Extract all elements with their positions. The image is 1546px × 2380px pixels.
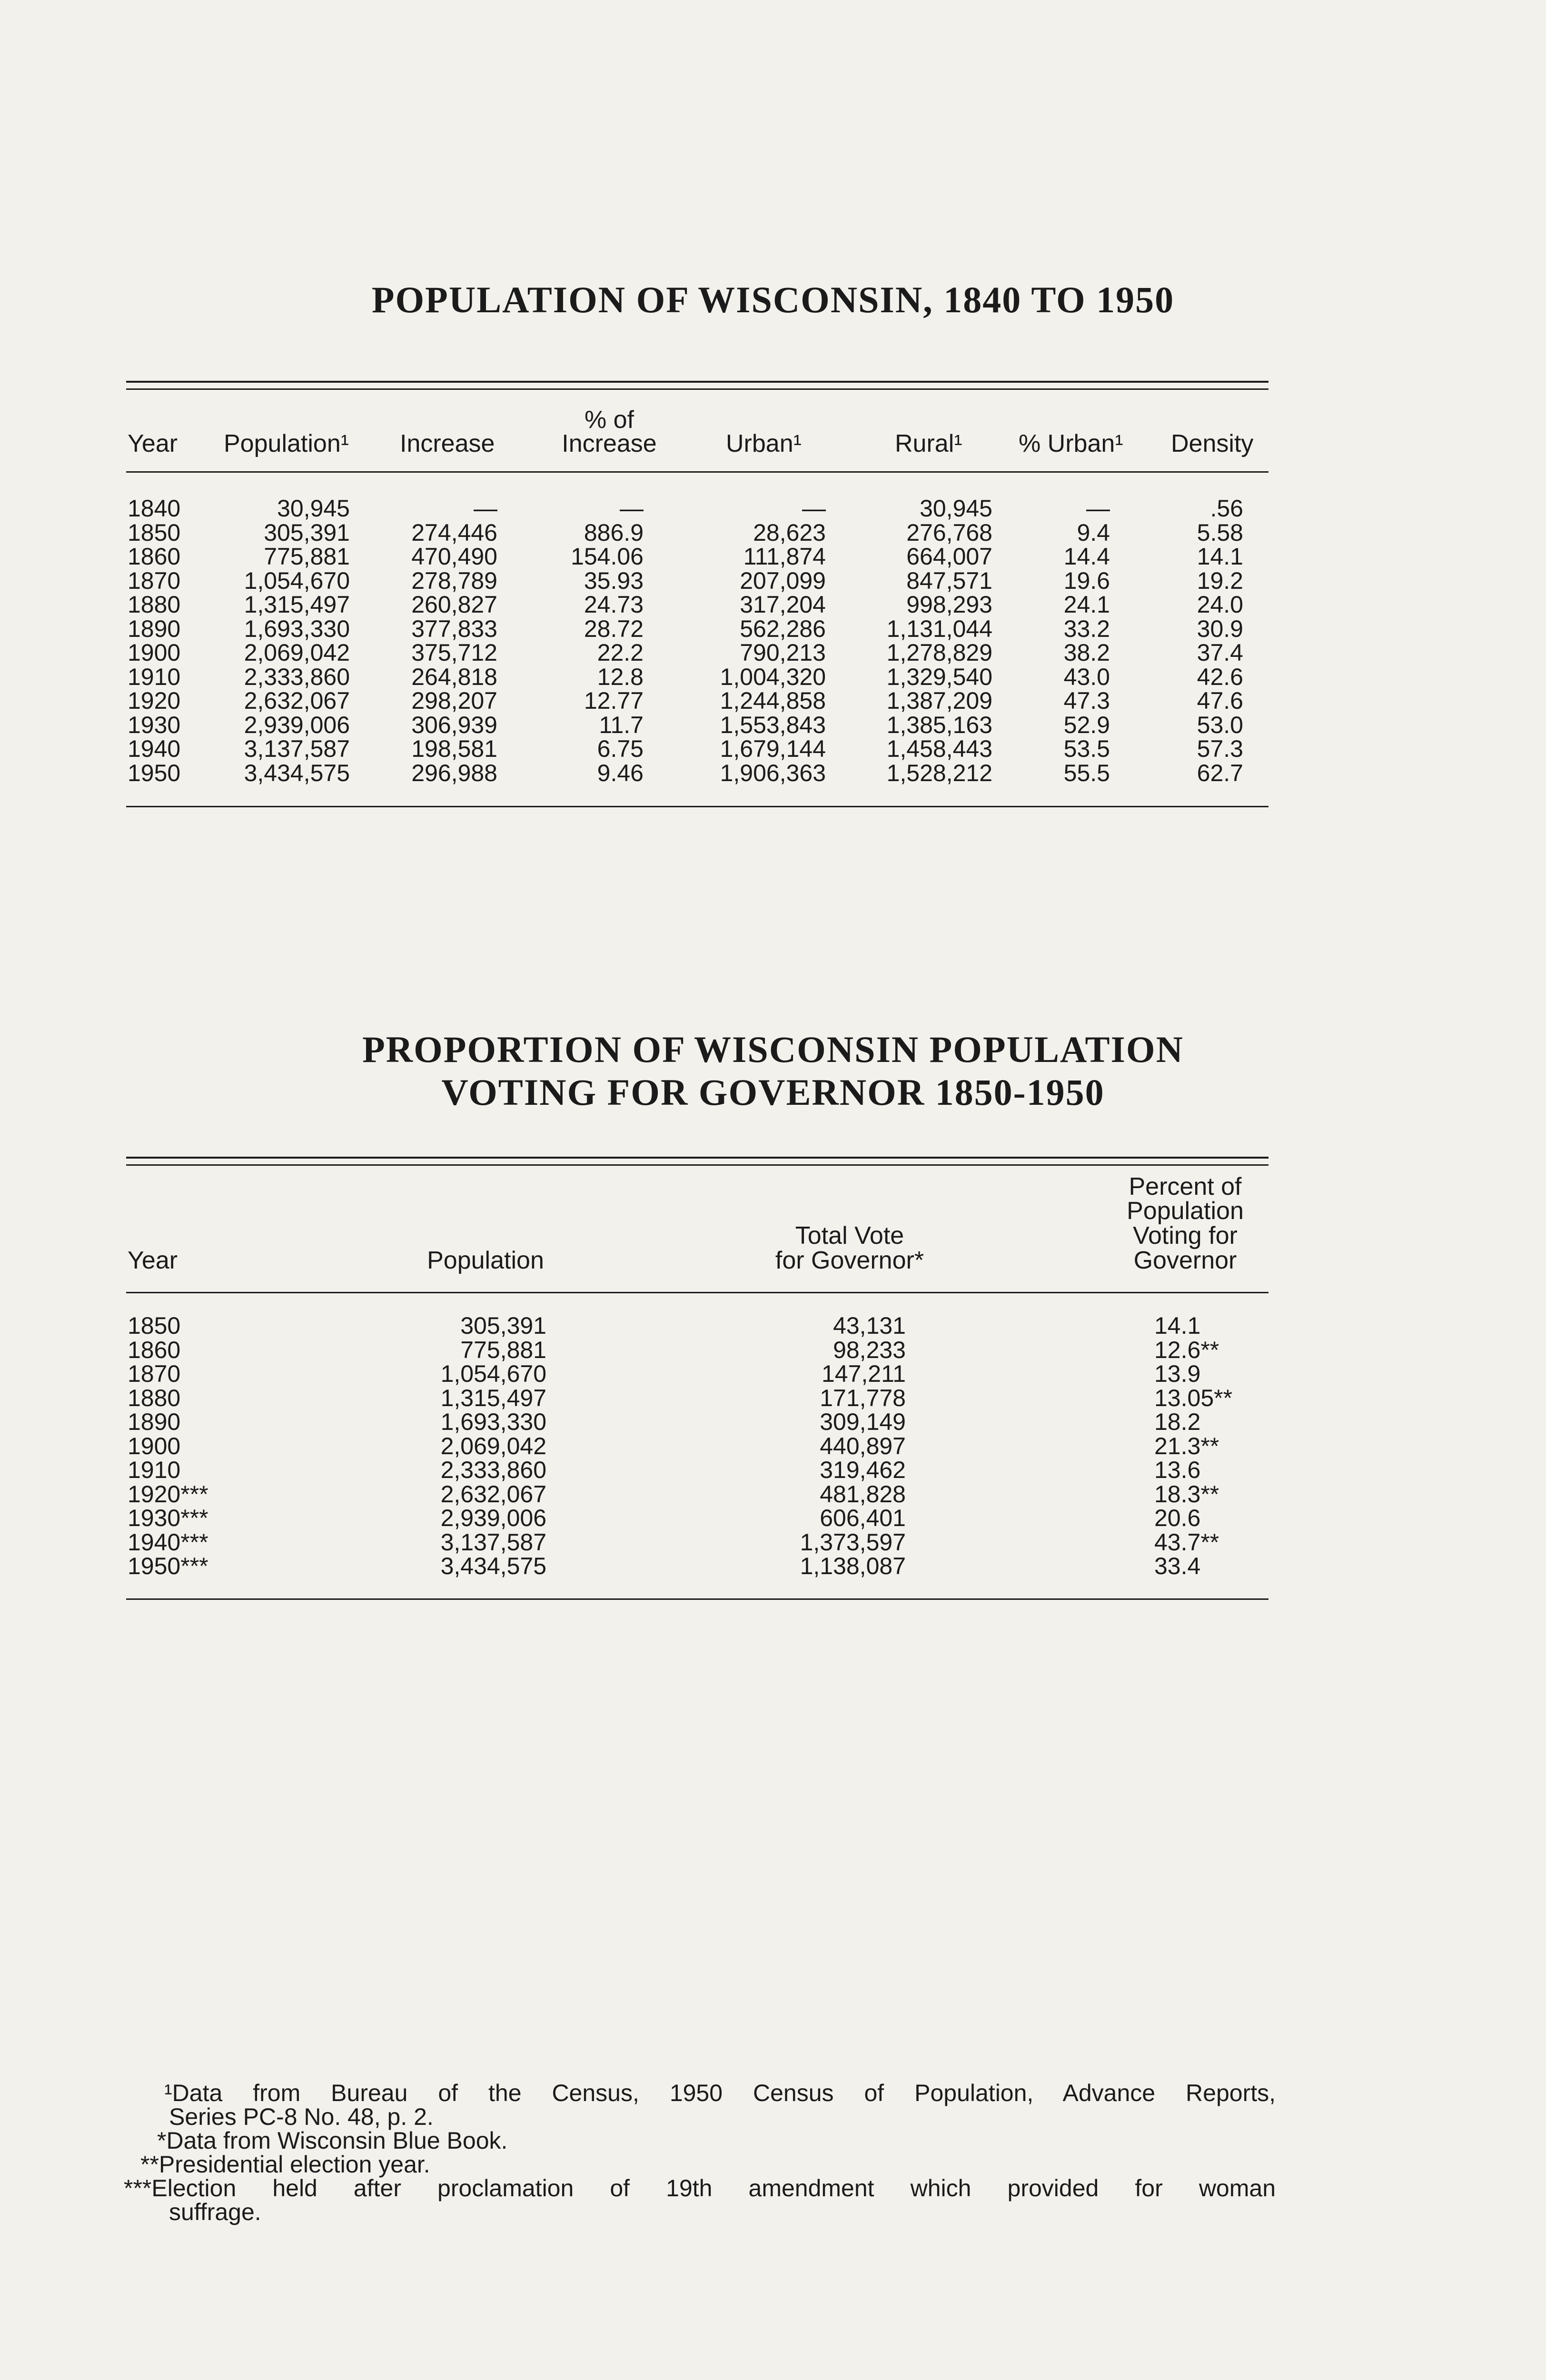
t2-cell-total-vote: 606,401 [820,1505,906,1531]
t2-cell-year: 1930*** [128,1505,208,1531]
t2-cell-year: 1870 [128,1360,181,1387]
t1-cell-population: 305,391 [264,519,350,546]
footnote-1-line1: ¹Data from Bureau of the Census, 1950 Census of Population, Advance Reports, [164,2080,1276,2106]
t1-cell-population: 2,069,042 [244,639,350,666]
t1-cell-year: 1920 [128,687,181,714]
t2-cell-total-vote: 147,211 [821,1360,906,1387]
t1-cell-density: 47.6 [1197,687,1243,714]
t1-cell-density: 19.2 [1197,567,1243,594]
t1-cell-increase: 296,988 [411,759,497,786]
t1-cell-urban: 1,553,843 [720,711,826,738]
t1-cell-urban: 1,004,320 [720,663,826,690]
t1-cell-urban: 28,623 [753,519,826,546]
t1-cell-population: 3,434,575 [244,759,350,786]
t1-cell-increase: 264,818 [411,663,497,690]
t2-header-vote-line2: for Governor* [775,1247,924,1274]
t1-cell-pct-urban: 43.0 [1063,663,1110,690]
t1-cell-pct-urban: 14.4 [1063,543,1110,570]
table1-header-rule [126,471,1269,473]
t2-cell-percent: 18.2 [1154,1408,1201,1435]
t2-header-year: Year [128,1247,178,1274]
footnote-4-line1: ***Election held after proclamation of 19th amendment which provided for woman [124,2175,1276,2202]
t1-cell-rural: 998,293 [906,591,992,618]
t2-cell-year: 1890 [128,1408,181,1435]
t2-cell-total-vote: 1,373,597 [800,1528,906,1556]
footnote-3: **Presidential election year. [140,2151,430,2178]
t2-cell-population: 2,632,067 [440,1480,546,1507]
t1-cell-pct-urban: 38.2 [1063,639,1110,666]
t1-cell-increase: 375,712 [411,639,497,666]
t2-cell-total-vote: 43,131 [833,1312,906,1339]
t2-header-pct-line2: Population [1127,1197,1244,1225]
t2-cell-year: 1850 [128,1312,181,1339]
table1-top-rule-1 [126,381,1269,383]
t1-cell-pct-increase: 35.93 [584,567,644,594]
t1-cell-increase: 377,833 [411,615,497,642]
t1-cell-pct-urban: 33.2 [1063,615,1110,642]
t1-cell-population: 1,693,330 [244,615,350,642]
t1-cell-rural: 847,571 [906,567,992,594]
t1-cell-increase: 278,789 [411,567,497,594]
t1-cell-pct-increase: 154.06 [571,543,644,570]
t1-cell-pct-increase: — [620,495,644,522]
t2-cell-percent: 13.6 [1154,1457,1201,1483]
t2-cell-percent: 14.1 [1154,1312,1201,1339]
table2-top-rule-1 [126,1157,1269,1159]
t1-cell-density: 5.58 [1197,519,1243,546]
t2-cell-year: 1940*** [128,1528,208,1556]
t2-header-pct-line3: Voting for [1133,1222,1238,1250]
t2-cell-population: 3,137,587 [440,1528,546,1556]
t1-cell-pct-urban: 53.5 [1063,735,1110,762]
t1-cell-year: 1930 [128,711,181,738]
t1-cell-pct-urban: 52.9 [1063,711,1110,738]
t1-cell-year: 1850 [128,519,181,546]
t1-cell-increase: 470,490 [411,543,497,570]
t2-cell-population: 3,434,575 [440,1553,546,1579]
t2-cell-percent: 12.6** [1154,1336,1219,1363]
t1-header-year: Year [128,430,178,457]
t1-cell-rural: 1,458,443 [886,735,992,762]
t1-cell-year: 1870 [128,567,181,594]
t2-cell-total-vote: 319,462 [820,1457,906,1483]
t1-cell-density: 62.7 [1197,759,1243,786]
table1-title: POPULATION OF WISCONSIN, 1840 TO 1950 [371,279,1175,320]
t2-cell-percent: 13.05** [1154,1384,1233,1411]
t2-header-pct-line4: Governor [1133,1247,1237,1274]
footnote-2: *Data from Wisconsin Blue Book. [157,2127,508,2154]
t1-cell-pct-urban: 9.4 [1077,519,1110,546]
t1-cell-pct-urban: 19.6 [1063,567,1110,594]
table2-title-line2: VOTING FOR GOVERNOR 1850-1950 [441,1071,1105,1113]
t1-cell-pct-increase: 24.73 [584,591,644,618]
t2-header-pct-line1: Percent of [1129,1173,1242,1200]
table2-header-rule [126,1292,1269,1293]
table1-top-rule-2 [126,388,1269,390]
footnote-1-line2: Series PC-8 No. 48, p. 2. [169,2103,434,2130]
t1-cell-year: 1910 [128,663,181,690]
t1-cell-year: 1900 [128,639,181,666]
t1-cell-pct-increase: 28.72 [584,615,644,642]
t1-cell-rural: 1,528,212 [886,759,992,786]
t1-cell-rural: 1,329,540 [886,663,992,690]
t1-cell-urban: 207,099 [740,567,826,594]
t1-cell-rural: 1,278,829 [886,639,992,666]
t1-cell-pct-increase: 886.9 [584,519,644,546]
t2-cell-percent: 18.3** [1154,1480,1219,1507]
t1-cell-density: 14.1 [1197,543,1243,570]
t1-cell-year: 1950 [128,759,181,786]
t1-cell-population: 30,945 [277,495,350,522]
t2-cell-year: 1900 [128,1432,181,1459]
t1-cell-pct-increase: 22.2 [597,639,644,666]
t1-cell-pct-urban: — [1086,495,1110,522]
t1-cell-population: 2,632,067 [244,687,350,714]
t1-cell-population: 2,333,860 [244,663,350,690]
t1-cell-year: 1860 [128,543,181,570]
t1-cell-rural: 1,131,044 [886,615,992,642]
t1-cell-urban: 1,244,858 [720,687,826,714]
t1-cell-pct-urban: 55.5 [1063,759,1110,786]
t1-cell-year: 1890 [128,615,181,642]
t1-cell-density: 24.0 [1197,591,1243,618]
t1-cell-urban: 1,679,144 [720,735,826,762]
t1-header-increase: Increase [400,430,495,457]
t2-cell-population: 1,054,670 [440,1360,546,1387]
footnotes [124,2081,1276,2224]
table2-bottom-rule [126,1598,1269,1600]
t1-cell-density: 53.0 [1197,711,1243,738]
t1-cell-density: 30.9 [1197,615,1243,642]
t2-cell-total-vote: 309,149 [820,1408,906,1435]
t1-cell-population: 775,881 [264,543,350,570]
t1-cell-pct-increase: 11.7 [599,711,644,738]
t1-header-rural: Rural¹ [895,430,962,457]
t1-cell-year: 1940 [128,735,181,762]
t1-cell-population: 2,939,006 [244,711,350,738]
t2-cell-population: 1,693,330 [440,1408,546,1435]
t1-cell-pct-increase: 9.46 [597,759,644,786]
t1-cell-rural: 664,007 [906,543,992,570]
t1-cell-urban: 1,906,363 [720,759,826,786]
t2-cell-year: 1920*** [128,1480,208,1507]
t1-cell-density: .56 [1210,495,1243,522]
t2-cell-percent: 20.6 [1154,1505,1201,1531]
table2-top-rule-2 [126,1164,1269,1166]
t1-cell-urban: 790,213 [740,639,826,666]
t1-cell-rural: 276,768 [906,519,992,546]
t1-header-density: Density [1171,430,1254,457]
t2-cell-percent: 33.4 [1154,1553,1201,1579]
t1-header-pct-increase-line2: Increase [562,430,657,457]
t1-cell-density: 57.3 [1197,735,1243,762]
t1-cell-rural: 1,385,163 [886,711,992,738]
t1-cell-pct-increase: 6.75 [597,735,644,762]
t2-cell-population: 2,333,860 [440,1457,546,1483]
t1-cell-pct-urban: 24.1 [1063,591,1110,618]
t2-cell-total-vote: 171,778 [820,1384,906,1411]
t1-cell-pct-urban: 47.3 [1063,687,1110,714]
t2-cell-population: 775,881 [460,1336,546,1363]
table2-title-line1: PROPORTION OF WISCONSIN POPULATION [362,1029,1184,1070]
t1-cell-rural: 1,387,209 [886,687,992,714]
t1-cell-increase: 274,446 [411,519,497,546]
t1-cell-increase: 198,581 [411,735,497,762]
t1-cell-pct-increase: 12.8 [597,663,644,690]
t2-cell-total-vote: 440,897 [820,1432,906,1459]
footnote-4-line2: suffrage. [169,2199,261,2225]
t1-cell-rural: 30,945 [920,495,992,522]
t2-header-population: Population [427,1247,544,1274]
t1-cell-urban: 562,286 [740,615,826,642]
t1-cell-urban: — [802,495,826,522]
t1-cell-density: 37.4 [1197,639,1243,666]
t1-cell-density: 42.6 [1197,663,1243,690]
t2-cell-population: 1,315,497 [440,1384,546,1411]
t1-cell-increase: 260,827 [411,591,497,618]
table1-bottom-rule [126,806,1269,807]
t1-cell-year: 1840 [128,495,181,522]
t2-cell-year: 1950*** [128,1553,208,1579]
t1-cell-year: 1880 [128,591,181,618]
t1-cell-increase: 298,207 [411,687,497,714]
t1-cell-increase: — [474,495,497,522]
t1-cell-increase: 306,939 [411,711,497,738]
t2-cell-population: 2,939,006 [440,1505,546,1531]
t2-cell-population: 2,069,042 [440,1432,546,1459]
t1-cell-population: 3,137,587 [244,735,350,762]
t2-cell-percent: 21.3** [1154,1432,1219,1459]
t2-cell-year: 1910 [128,1457,181,1483]
t2-cell-total-vote: 481,828 [820,1480,906,1507]
t1-header-population: Population¹ [224,430,349,457]
t1-cell-population: 1,054,670 [244,567,350,594]
t2-cell-total-vote: 1,138,087 [800,1553,906,1579]
t1-header-pct-urban: % Urban¹ [1019,430,1123,457]
t1-cell-urban: 317,204 [740,591,826,618]
t1-cell-population: 1,315,497 [244,591,350,618]
t2-cell-year: 1860 [128,1336,181,1363]
t2-cell-population: 305,391 [460,1312,546,1339]
t1-cell-pct-increase: 12.77 [584,687,644,714]
t1-header-urban: Urban¹ [726,430,802,457]
t1-header-pct-increase-line1: % of [584,406,634,434]
t1-cell-urban: 111,874 [743,543,826,570]
t2-cell-percent: 13.9 [1154,1360,1201,1387]
t2-cell-percent: 43.7** [1154,1528,1219,1556]
t2-header-vote-line1: Total Vote [795,1222,904,1250]
t2-cell-year: 1880 [128,1384,181,1411]
t2-cell-total-vote: 98,233 [833,1336,906,1363]
